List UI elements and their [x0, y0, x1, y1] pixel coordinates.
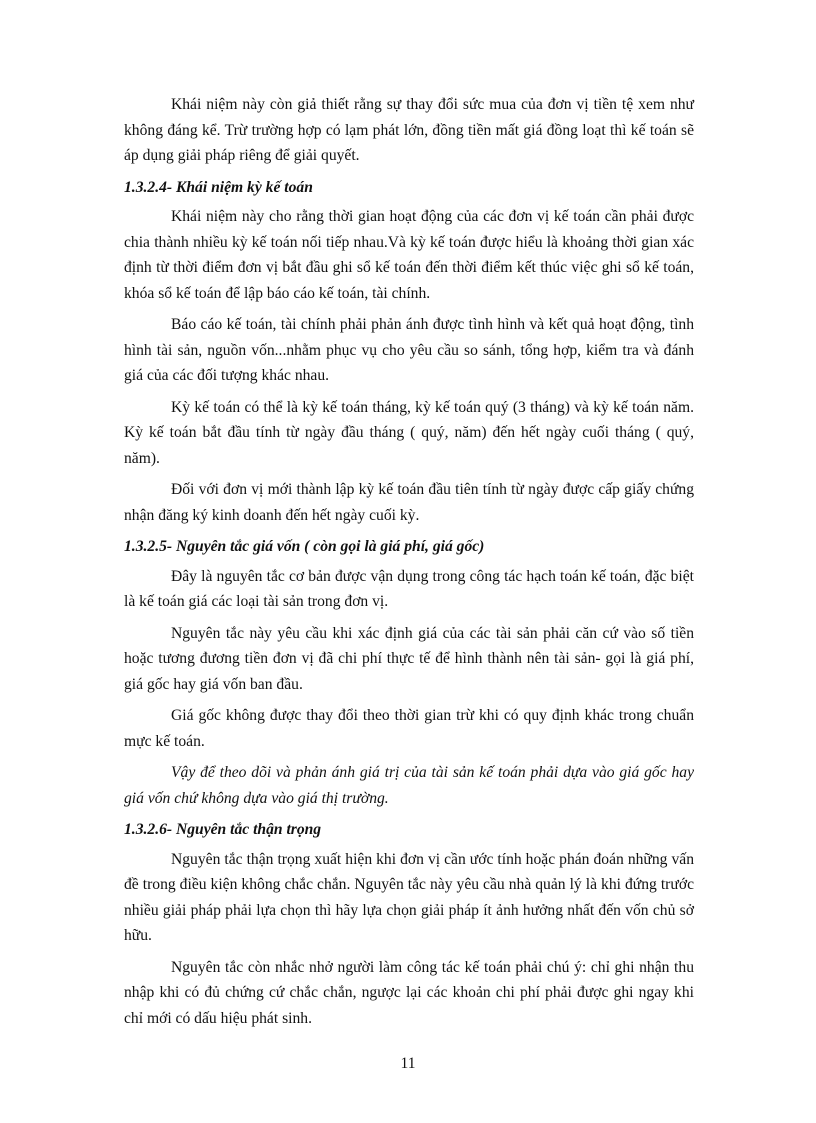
section-heading: 1.3.2.5- Nguyên tắc giá vốn ( còn gọi là giá phí, giá gốc) [124, 538, 485, 555]
paragraph: Báo cáo kế toán, tài chính phải phản ánh được tình hình và kết quả hoạt động, tình hình tài sản, nguồn vốn...nhằm phục vụ cho yêu cầu so sánh, tổng hợp, kiểm tra và đánh giá của các đối tượng khác nhau. [124, 316, 694, 384]
paragraph: Nguyên tắc còn nhắc nhở người làm công tác kế toán phải chú ý: chỉ ghi nhận thu nhập khi có đủ chứng cứ chắc chắn, ngược lại các khoản chi phí phải được ghi ngay khi chỉ mới có dấu hiệu phát sinh. [124, 958, 694, 1027]
section-heading: 1.3.2.6- Nguyên tắc thận trọng [124, 821, 322, 838]
section-heading: 1.3.2.4- Khái niệm kỳ kế toán [124, 178, 313, 196]
page-number: 11 [400, 1055, 416, 1072]
paragraph: Kỳ kế toán có thể là kỳ kế toán tháng, kỳ kế toán quý (3 tháng) và kỳ kế toán năm. Kỳ kế toán bắt đầu tính từ ngày đầu tháng ( quý, năm) đến hết ngày cuối tháng ( quý, năm). [124, 398, 694, 467]
paragraph: Đối với đơn vị mới thành lập kỳ kế toán đầu tiên tính từ ngày được cấp giấy chứng nhận đăng ký kinh doanh đến hết ngày cuối kỳ. [124, 481, 694, 524]
paragraph: Đây là nguyên tắc cơ bản được vận dụng trong công tác hạch toán kế toán, đặc biệt là kế toán giá các loại tài sản trong đơn vị. [124, 567, 694, 610]
paragraph: Giá gốc không được thay đổi theo thời gian trừ khi có quy định khác trong chuẩn mực kế toán. [124, 707, 694, 750]
paragraph: Nguyên tắc thận trọng xuất hiện khi đơn vị cần ước tính hoặc phán đoán những vấn đề trong điều kiện không chắc chắn. Nguyên tắc này yêu cầu nhà quản lý là khi đứng trước nhiều giải pháp phải lựa chọn thì hãy lựa chọn giải pháp ít ảnh hưởng nhất đến vốn chủ sở hữu. [124, 850, 694, 944]
page-content [124, 92, 694, 1037]
paragraph: Khái niệm này còn giả thiết rằng sự thay đổi sức mua của đơn vị tiền tệ xem như không đáng kể. Trừ trường hợp có lạm phát lớn, đồng tiền mất giá đồng loạt thì kế toán sẽ áp dụng giải pháp riêng để giải quyết. [124, 96, 694, 164]
italic-paragraph: Vậy để theo dõi và phản ánh giá trị của tài sản kế toán phải dựa vào giá gốc hay giá vốn chứ không dựa vào giá thị trường. [124, 764, 694, 807]
paragraph: Nguyên tắc này yêu cầu khi xác định giá của các tài sản phải căn cứ vào số tiền hoặc tương đương tiền đơn vị đã chi phí thực tế để hình thành nên tài sản- gọi là giá phí, giá gốc hay giá vốn ban đầu. [124, 624, 694, 693]
paragraph: Khái niệm này cho rằng thời gian hoạt động của các đơn vị kế toán cần phải được chia thành nhiều kỳ kế toán nối tiếp nhau.Và kỳ kế toán được hiểu là khoảng thời gian xác định từ thời điểm đơn vị bắt đầu ghi sổ kế toán đến thời điểm kết thúc việc ghi sổ kế toán, khóa sổ kế toán để lập báo cáo kế toán, tài chính. [124, 208, 694, 302]
